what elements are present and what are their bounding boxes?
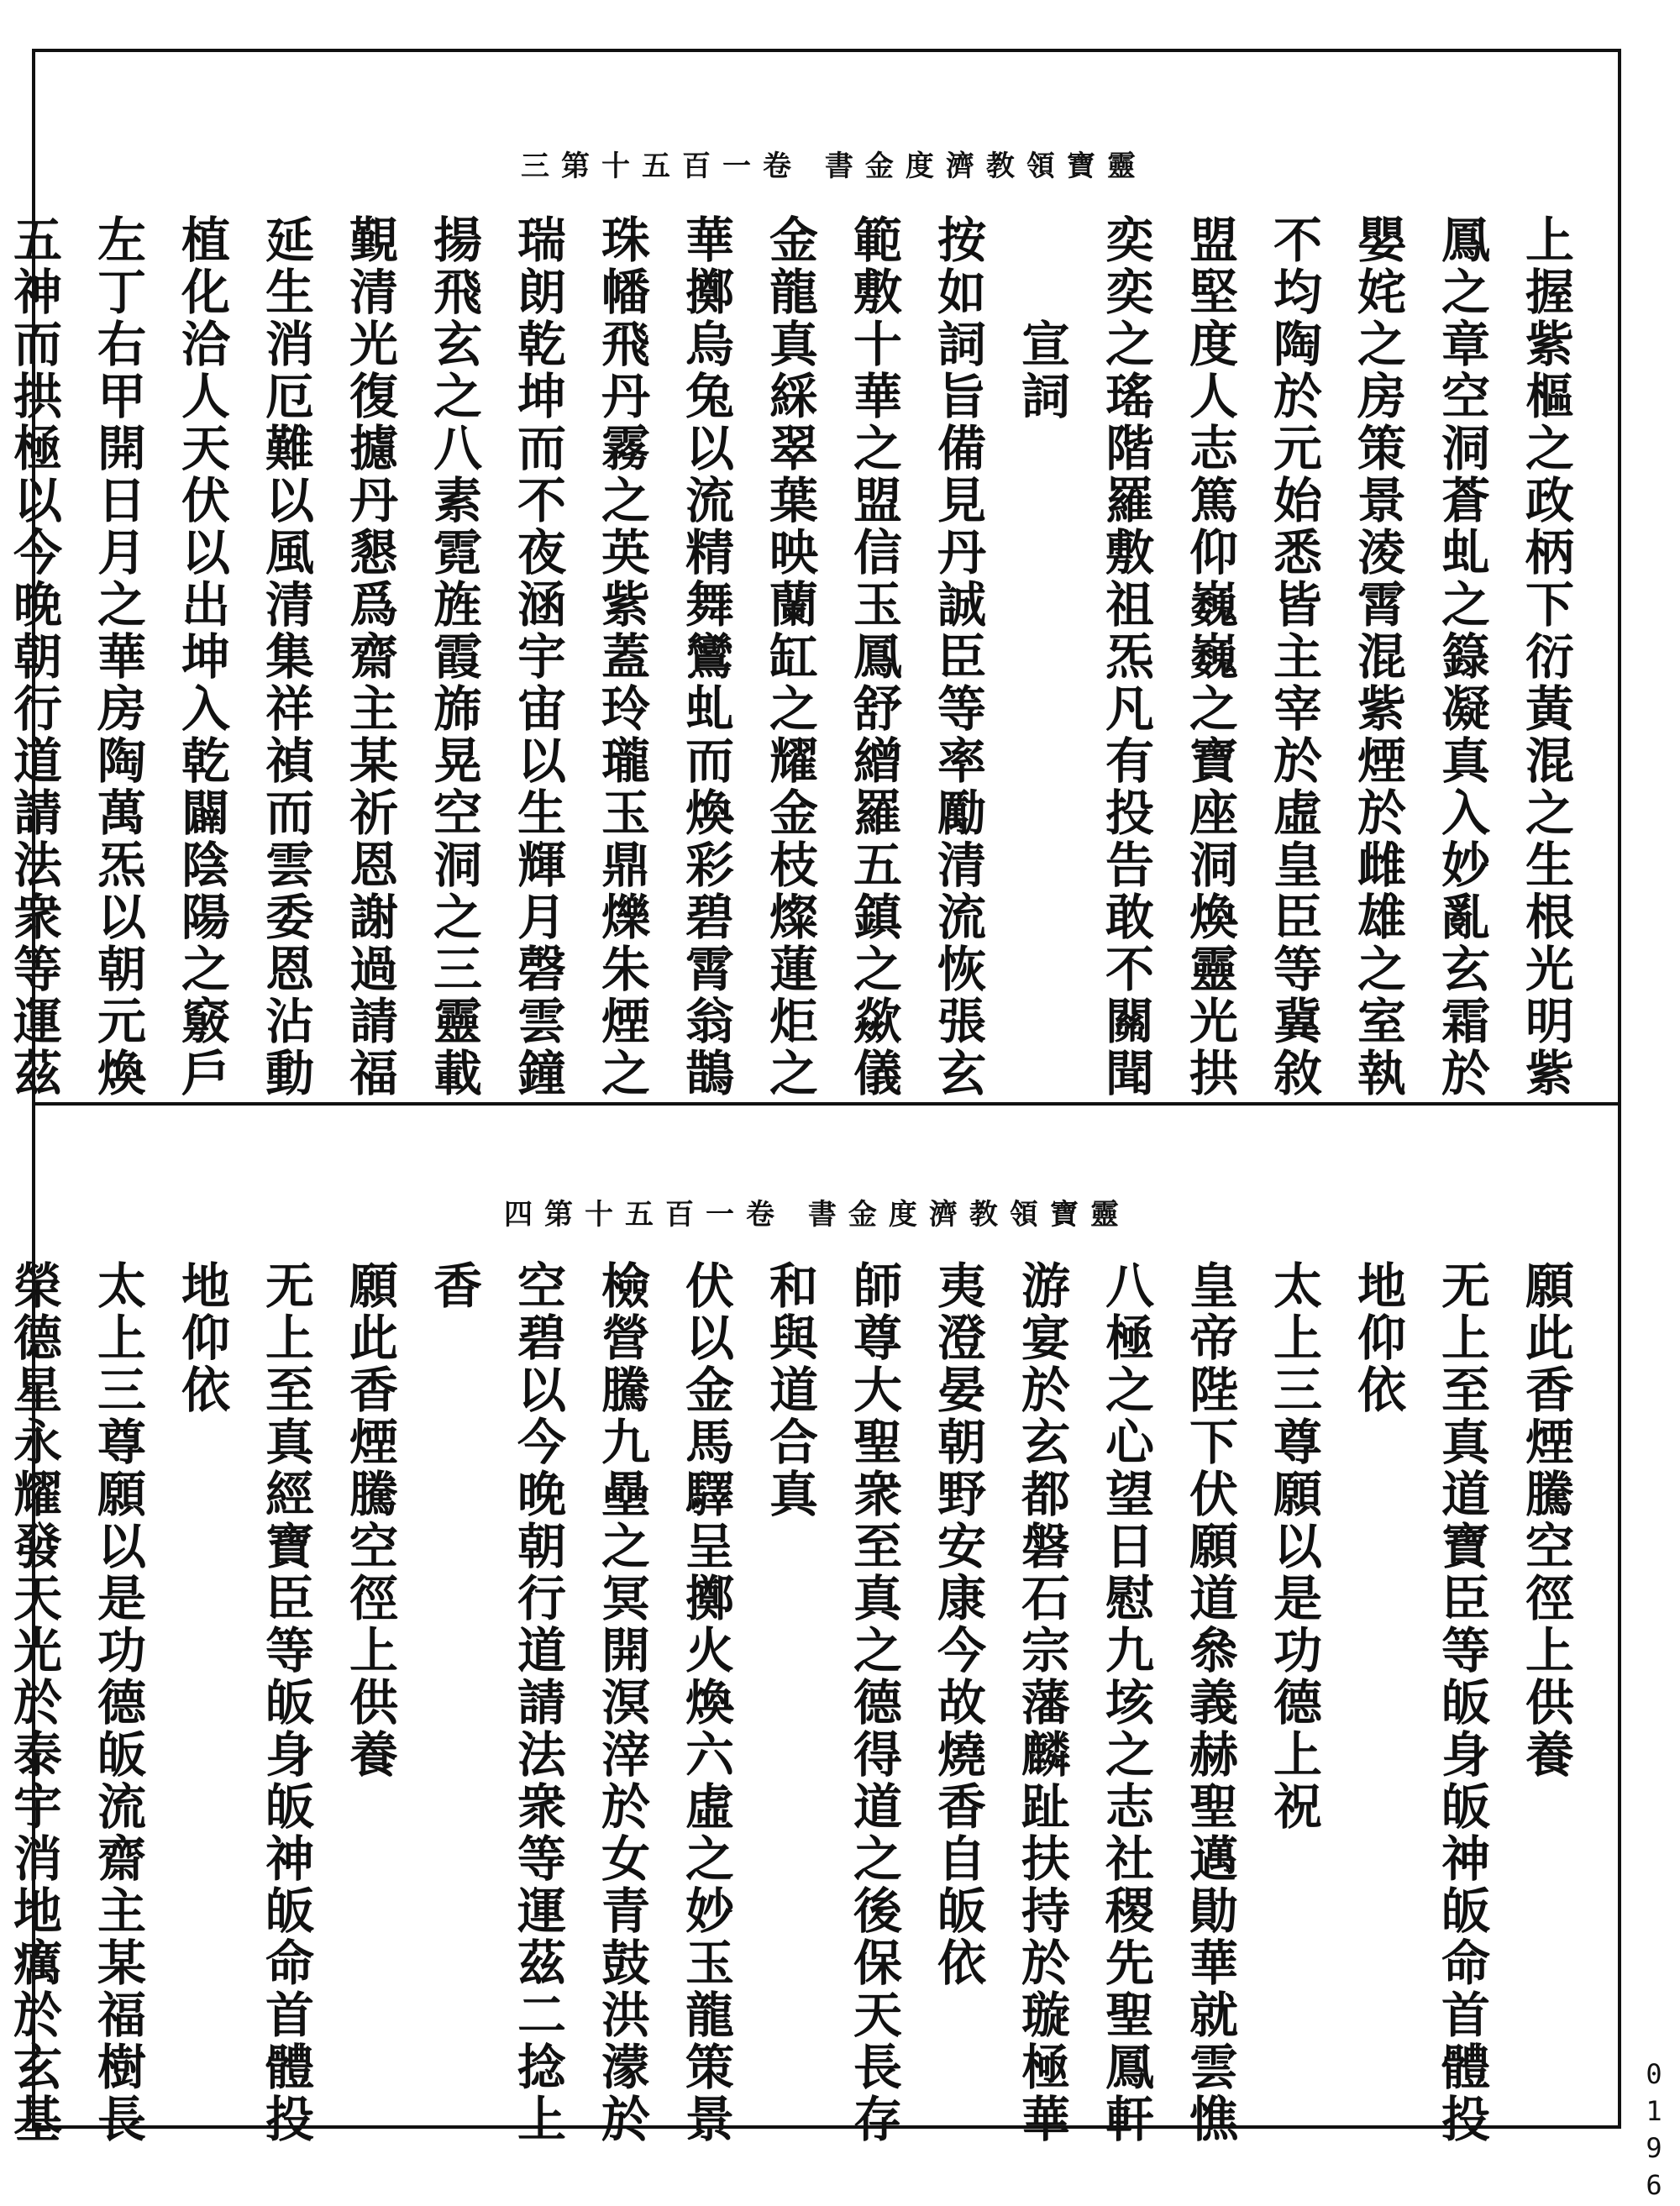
text-column: 五神而拱極以今晚朝行道請法衆等運茲 xyxy=(5,214,62,1100)
text-column: 植化洽人天伏以出坤入乾闢陰陽之竅戶 xyxy=(173,214,230,1100)
text-column: 香 xyxy=(425,1260,482,1312)
top-page-header: 靈寶領教濟度金書 卷一百五十第三 xyxy=(521,150,1147,183)
text-column: 榮德星永耀發天光於泰宇消地癘於玄基 xyxy=(5,1260,62,2146)
text-column: 鳳之章空洞蒼虬之籙凝真入妙亂玄霜於 xyxy=(1433,214,1490,1100)
text-column: 華擲烏兔以流精舞鸞虬而煥彩碧霄翁鵲 xyxy=(677,214,734,1100)
text-column: 範敷十華之盟信玉鳳舒繒羅五鎮之歘儀 xyxy=(845,214,902,1100)
text-column: 左丁右甲開日月之華房陶萬炁以朝元煥 xyxy=(89,214,146,1100)
text-column: 嬰姹之房策景淩霄混紫煙於雌雄之室執 xyxy=(1349,214,1406,1100)
text-column: 願此香煙騰空徑上供養 xyxy=(341,1260,398,1781)
text-column: 檢營騰九壘之冥開溟滓於女青鼓洪濛於 xyxy=(593,1260,650,2146)
text-column: 地仰依 xyxy=(1349,1260,1406,1416)
top-text-panel xyxy=(5,214,1588,1100)
text-column: 金龍真綵翠葉映蘭缸之耀金枝燦蓮炬之 xyxy=(761,214,818,1100)
text-column: 覲清光復攄丹懇爲齋主某祈恩謝過請福 xyxy=(341,214,398,1100)
page-number: 0196 xyxy=(1638,2058,1670,2206)
text-column: 皇帝陛下伏願道叅義赫聖邁勛華就雲憔 xyxy=(1181,1260,1238,2146)
text-column: 八極之心望日慰九垓之志社稷先聖鳳軒 xyxy=(1097,1260,1154,2146)
text-column: 師尊大聖衆至真之德得道之後保天長存 xyxy=(845,1260,902,2146)
text-column: 夷澄晏朝野安康今故燒香自皈依 xyxy=(929,1260,986,1989)
bottom-page-header: 靈寶領教濟度金書 卷一百五十第四 xyxy=(504,1198,1131,1232)
text-column: 盟堅度人志篤仰巍巍之寶座洞煥靈光拱 xyxy=(1181,214,1238,1100)
text-column: 不均陶於元始悉皆主宰於虛皇臣等冀敘 xyxy=(1265,214,1322,1100)
text-column: 宣詞 xyxy=(1013,214,1070,423)
text-column: 空碧以今晚朝行道請法衆等運茲二捻上 xyxy=(509,1260,566,2146)
text-column: 太上三尊願以是功德上祝 xyxy=(1265,1260,1322,1833)
text-column: 无上至真經寶臣等皈身皈神皈命首體投 xyxy=(257,1260,314,2146)
text-column: 和與道合真 xyxy=(761,1260,818,1521)
text-column: 地仰依 xyxy=(173,1260,230,1416)
bottom-text-panel xyxy=(5,1260,1588,2146)
text-column: 游宴於玄都磐石宗藩麟趾扶持於璇極華 xyxy=(1013,1260,1070,2146)
text-column: 无上至真道寶臣等皈身皈神皈命首體投 xyxy=(1433,1260,1490,2146)
text-column: 上握紫樞之政柄下衍黃混之生根光明紫 xyxy=(1517,214,1574,1100)
text-column: 願此香煙騰空徑上供養 xyxy=(1517,1260,1574,1781)
text-column: 奕奕之瑤階羅敷祖炁凡有投告敢不關聞 xyxy=(1097,214,1154,1100)
text-column: 太上三尊願以是功德皈流齋主某福樹長 xyxy=(89,1260,146,2146)
text-column: 伏以金馬驛呈擲火煥六虛之妙玉龍策景 xyxy=(677,1260,734,2146)
text-column: 揚飛玄之八素霓旌霞旆晃空洞之三靈載 xyxy=(425,214,482,1100)
text-column: 瑞朗乾坤而不夜涵宇宙以生輝月磬雲鐘 xyxy=(509,214,566,1100)
text-column: 延生消厄難以風清集祥禎而雲委恩沾動 xyxy=(257,214,314,1100)
page-divider xyxy=(32,1102,1621,1106)
text-column: 按如詞旨備見丹誠臣等率勵清流恢張玄 xyxy=(929,214,986,1100)
text-column: 珠幡飛丹霧之英紫蓋玲瓏玉鼎爍朱煙之 xyxy=(593,214,650,1100)
